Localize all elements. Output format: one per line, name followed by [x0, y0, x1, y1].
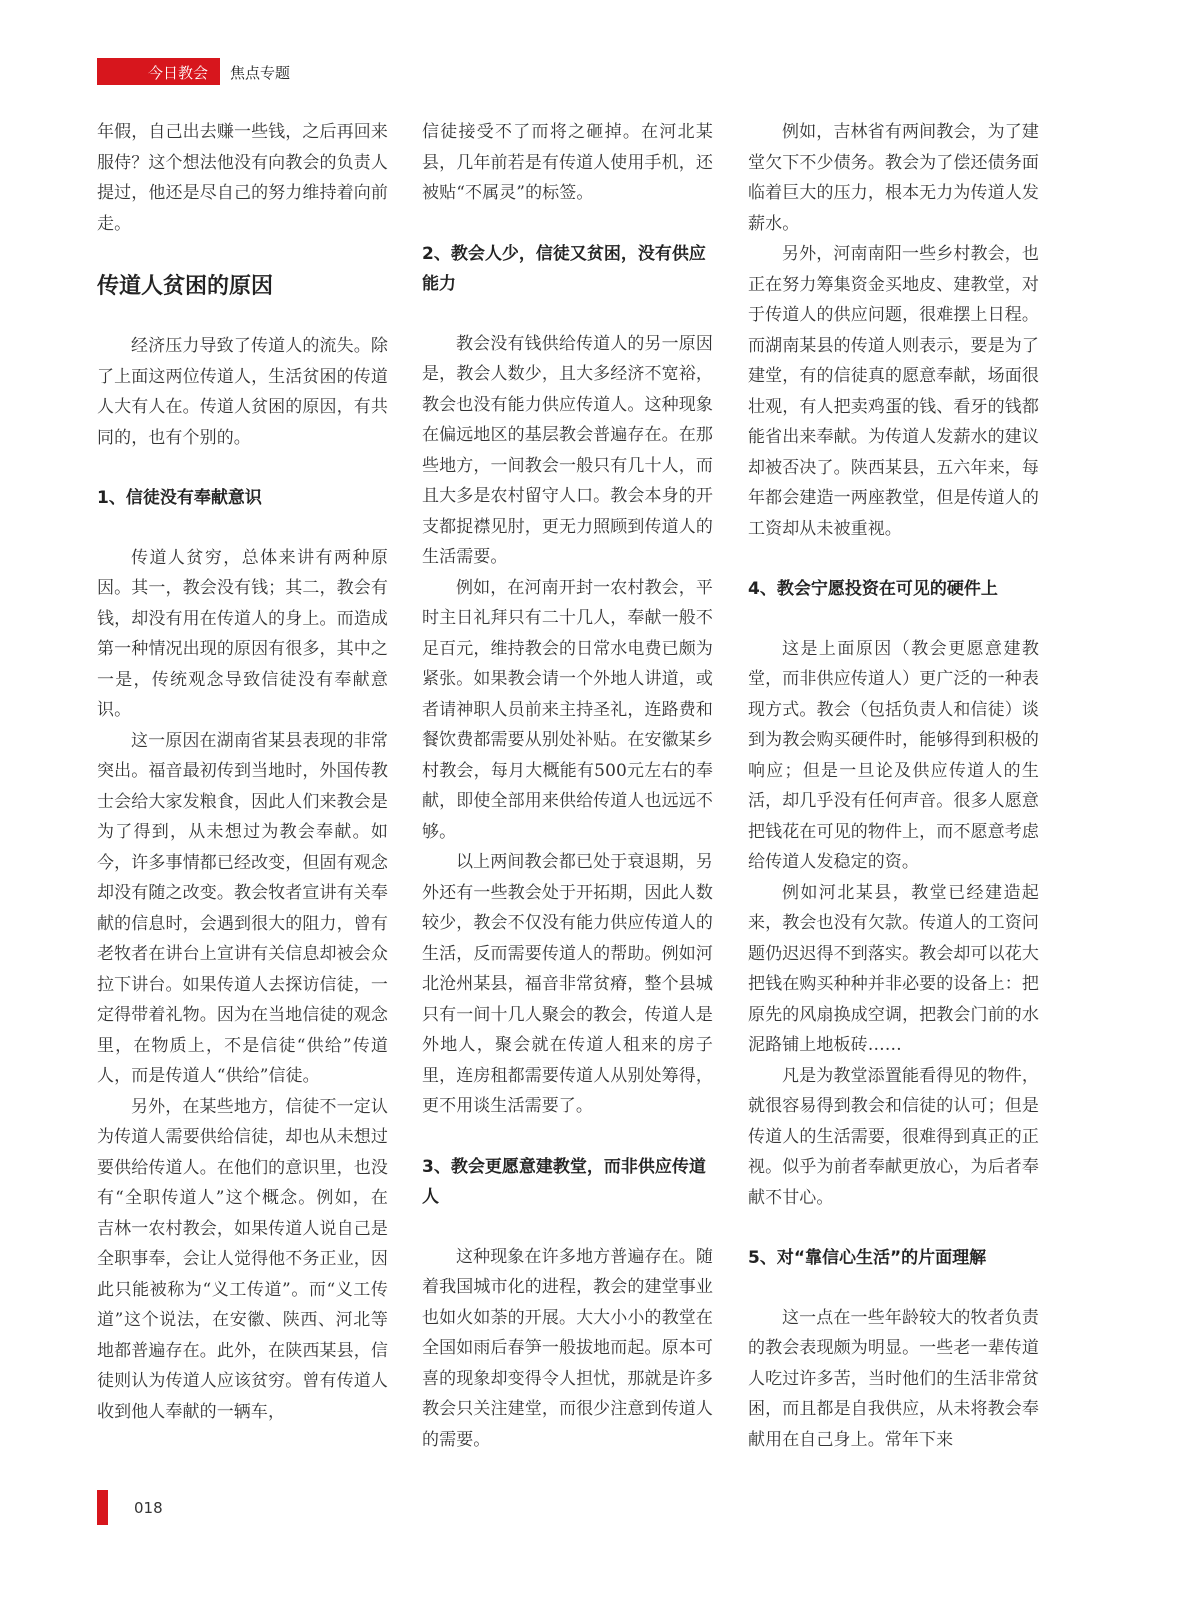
paragraph: 教会没有钱供给传道人的另一原因是，教会人数少，且大多经济不宽裕，教会也没有能力供应传道人。这种现象在偏远地区的基层教会普遍存在。在那些地方，一间教会一般只有几十人，而且大多是农村留守人口。教会本身的开支都捉襟见肘，更无力照顾到传道人的生活需要。: [422, 333, 713, 567]
subsection-heading: 1、信徒没有奉献意识: [97, 488, 262, 508]
subsection-heading: 5、对“靠信心生活”的片面理解: [748, 1248, 987, 1268]
page-number: 018: [134, 1499, 163, 1517]
paragraph: 例如河北某县，教堂已经建造起来，教会也没有欠款。传道人的工资问题仍迟迟得不到落实。教会却可以花大把钱在购买种种并非必要的设备上：把原先的风扇换成空调，把教会门前的水泥路铺上地板砖……: [748, 882, 1039, 1055]
section-tag: [97, 58, 220, 85]
paragraph: 凡是为教堂添置能看得见的物件，就很容易得到教会和信徒的认可；但是传道人的生活需要，很难得到真正的正视。似乎为前者奉献更放心，为后者奉献不甘心。: [748, 1065, 1039, 1208]
paragraph: 年假，自己出去赚一些钱，之后再回来服侍？这个想法他没有向教会的负责人提过，他还是尽自己的努力维持着向前走。: [97, 122, 388, 234]
paragraph: 这一点在一些年龄较大的牧者负责的教会表现颇为明显。一些老一辈传道人吃过许多苦，当时他们的生活非常贫困，而且都是自我供应，从未将教会奉献用在自己身上。常年下来: [748, 1307, 1039, 1450]
subsection-heading: 3、教会更愿意建教堂，而非供应传道人: [422, 1156, 706, 1207]
paragraph: 这一原因在湖南省某县表现的非常突出。福音最初传到当地时，外国传教士会给大家发粮食，因此人们来教会是为了得到，从未想过为教会奉献。如今，许多事情都已经改变，但固有观念却没有随之改变。教会牧者宣讲有关奉献的信息时，会遇到很大的阻力，曾有老牧者在讲台上宣讲有关信息却被会众拉下讲台。如果传道人去探访信徒，一定得带着礼物。因为在当地信徒的观念里，在物质上，不是信徒“供给”传道人，而是传道人“供给”信徒。: [97, 730, 388, 1086]
paragraph: 这是上面原因（教会更愿意建教堂，而非供应传道人）更广泛的一种表现方式。教会（包括负责人和信徒）谈到为教会购买硬件时，能够得到积极的响应；但是一旦论及供应传道人的生活，却几乎没有任何声音。很多人愿意把钱花在可见的物件上，而不愿意考虑给传道人发稳定的资。: [748, 638, 1039, 872]
paragraph: 另外，河南南阳一些乡村教会，也正在努力筹集资金买地皮、建教堂，对于传道人的供应问题，很难摆上日程。而湖南某县的传道人则表示，要是为了建堂，有的信徒真的愿意奉献，场面很壮观，有人把卖鸡蛋的钱、看牙的钱都能省出来奉献。为传道人发薪水的建议却被否决了。陕西某县，五六年来，每年都会建造一两座教堂，但是传道人的工资却从未被重视。: [748, 244, 1039, 539]
paragraph: 以上两间教会都已处于衰退期，另外还有一些教会处于开拓期，因此人数较少，教会不仅没有能力供应传道人的生活，反而需要传道人的帮助。例如河北沧州某县，福音非常贫瘠，整个县城只有一间十几人聚会的教会，传道人是外地人，聚会就在传道人租来的房子里，连房租都需要传道人从别处筹得，更不用谈生活需要了。: [422, 852, 713, 1116]
column-3: [748, 117, 1039, 1455]
topic-label: 焦点专题: [230, 64, 291, 82]
paragraph: 另外，在某些地方，信徒不一定认为传道人需要供给信徒，却也从未想过要供给传道人。在他们的意识里，也没有“全职传道人”这个概念。例如，在吉林一农村教会，如果传道人说自己是全职事奉，会让人觉得他不务正业，因此只能被称为“义工传道”。而“义工传道”这个说法，在安徽、陕西、河北等地都普遍存在。此外，在陕西某县，信徒则认为传道人应该贫穷。曾有传道人收到他人奉献的一辆车，: [97, 1096, 388, 1422]
paragraph: 传道人贫穷，总体来讲有两种原因。其一，教会没有钱；其二，教会有钱，却没有用在传道人的身上。而造成第一种情况出现的原因有很多，其中之一是，传统观念导致信徒没有奉献意识。: [97, 547, 388, 720]
column-2: [422, 117, 713, 1455]
subsection-heading: 4、教会宁愿投资在可见的硬件上: [748, 579, 998, 599]
paragraph: 信徒接受不了而将之砸掉。在河北某县，几年前若是有传道人使用手机，还被贴“不属灵”的标签。: [422, 122, 713, 203]
paragraph: 经济压力导致了传道人的流失。除了上面这两位传道人，生活贫困的传道人大有人在。传道人贫困的原因，有共同的，也有个别的。: [97, 336, 388, 448]
subsection-heading: 2、教会人少，信徒又贫困，没有供应能力: [422, 243, 706, 294]
section-heading: 传道人贫困的原因: [97, 274, 274, 299]
section-label: 今日教会: [147, 64, 208, 82]
paragraph: 这种现象在许多地方普遍存在。随着我国城市化的进程，教会的建堂事业也如火如荼的开展。大大小小的教堂在全国如雨后春笋一般拔地而起。原本可喜的现象却变得令人担忧，那就是许多教会只关注建堂，而很少注意到传道人的需要。: [422, 1246, 713, 1450]
paragraph: 例如，在河南开封一农村教会，平时主日礼拜只有二十几人，奉献一般不足百元，维持教会的日常水电费已颇为紧张。如果教会请一个外地人讲道，或者请神职人员前来主持圣礼，连路费和餐饮费都需要从别处补贴。在安徽某乡村教会，每月大概能有500元左右的奉献，即使全部用来供给传道人也远远不够。: [422, 577, 713, 842]
paragraph: 例如，吉林省有两间教会，为了建堂欠下不少债务。教会为了偿还债务面临着巨大的压力，根本无力为传道人发薪水。: [748, 122, 1039, 234]
footer-accent-bar: [97, 1490, 108, 1525]
column-1: [97, 117, 388, 1427]
